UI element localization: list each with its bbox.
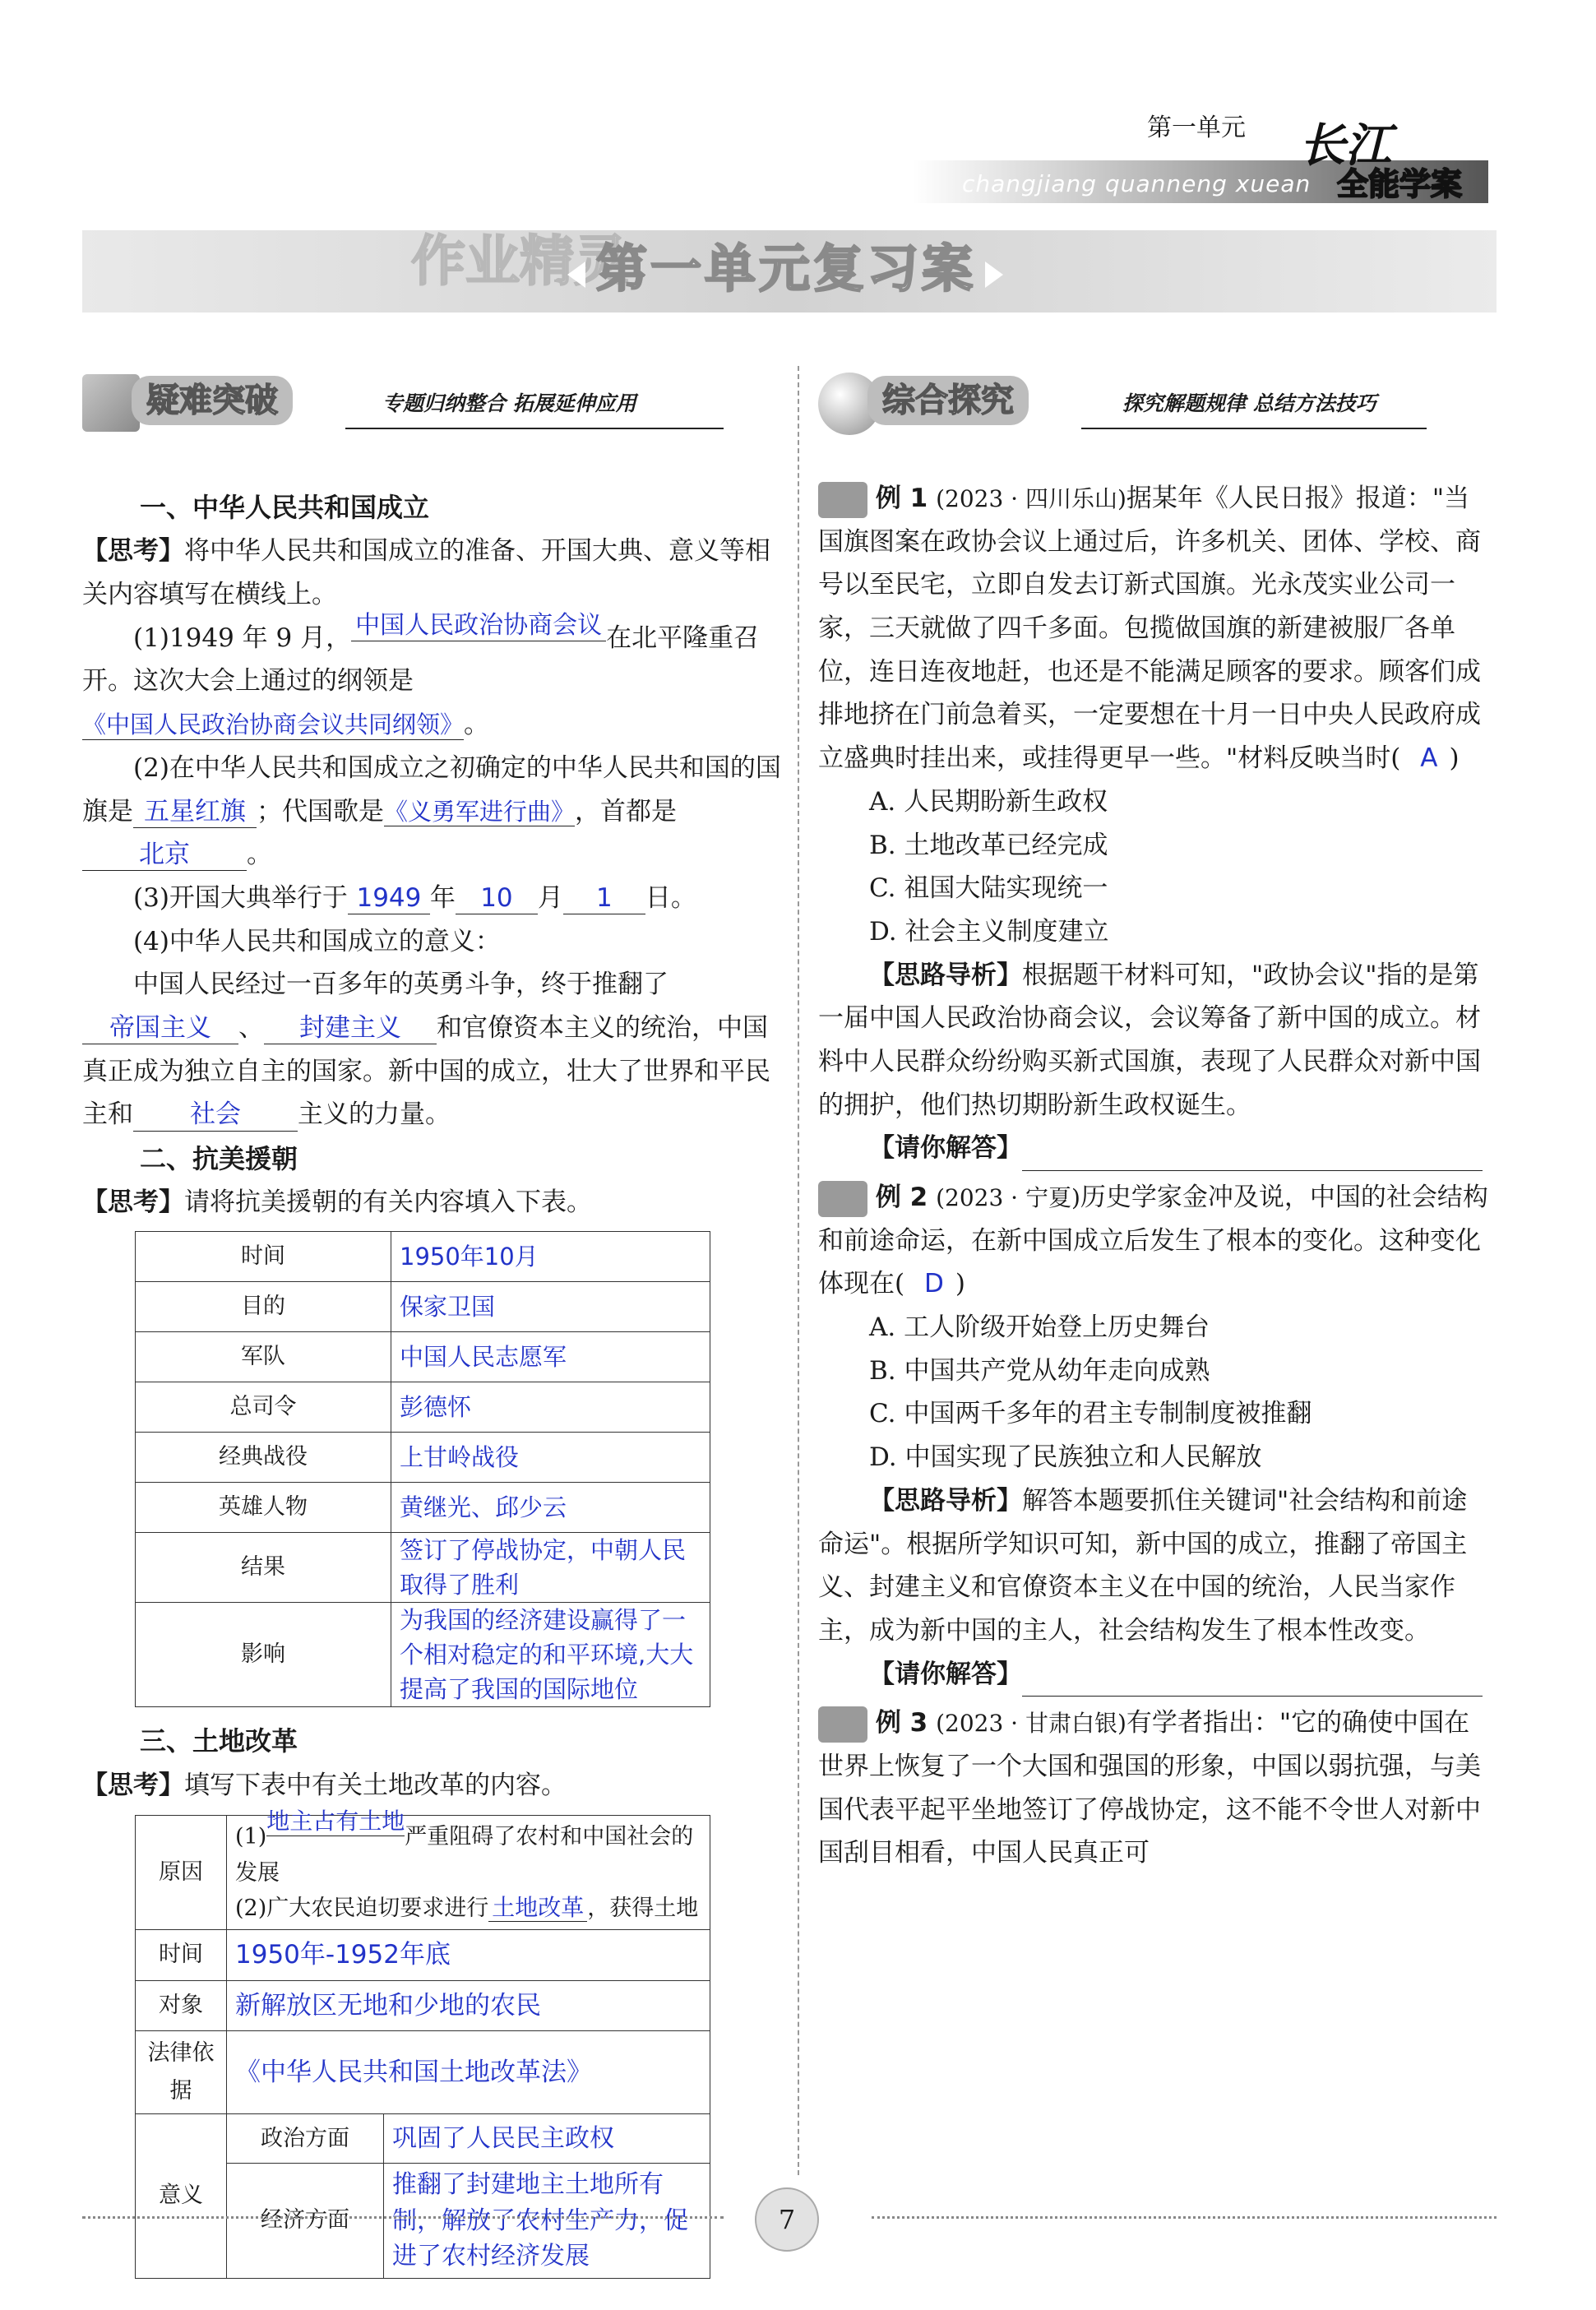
kw-row-value: 1950年10月 [391,1232,710,1282]
ex1-answer-tag: 【请你解答】 [869,1133,1022,1164]
ex2-source: (2023 · 宁夏) [936,1184,1080,1211]
table-row [136,1533,710,1603]
s1-q2-text2: ；代国歌是 [257,796,384,826]
lr-reason1-text2: 严重阻碍了农村和中国社会的发展 [235,1824,694,1886]
s1-q4-answer2: 封建主义 [264,1013,437,1044]
lr-time-label: 时间 [136,1929,227,1980]
lr-reason2-answer: 土地改革 [488,1894,587,1923]
page-number-badge [755,2187,819,2252]
s2-think [82,1181,781,1224]
s1-q3 [82,877,781,920]
s1-think-text: 将中华人民共和国成立的准备、开国大典、意义等相关内容填写在横线上。 [82,536,770,610]
ex2-answer: D [923,1269,944,1299]
kw-row-value: 黄继光、邱少云 [391,1483,710,1533]
table-row [136,1382,710,1433]
s2-title: 二、抗美援朝 [140,1143,298,1175]
option-item: D. 中国实现了民族独立和人民解放 [869,1442,1262,1473]
table-row [136,1332,710,1382]
kw-row-label: 经典战役 [136,1433,391,1483]
banner-arrow-right [985,262,1003,288]
lr-economy-label: 经济方面 [227,2164,384,2279]
ex1-answer-row [818,1127,1492,1171]
s1-q1-answer2: 《中国人民政治协商会议共同纲领》 [82,711,465,739]
section-badge-left [82,366,724,440]
s1-q3-text: (3)开国大典举行于 [133,882,348,913]
lr-reason-cell [227,1808,710,1930]
brand-logo-big: 长江 [1299,118,1391,173]
board-icon [818,1181,867,1217]
ex1-answer-line[interactable] [1022,1127,1483,1171]
option-item: C. 中国两千多年的君主专制制度被推翻 [869,1399,1312,1429]
s1-q1-text3: 这次大会上通过的纲领是 [133,666,414,697]
ex2-answer-tag: 【请你解答】 [869,1659,1022,1689]
s1-q4-answer1: 帝国主义 [82,1013,238,1044]
option-item: D. 社会主义制度建立 [869,916,1109,947]
kw-row-label: 总司令 [136,1382,391,1433]
s1-q1-text2: 在北平隆重召开。 [82,623,760,697]
s1-q1-answer1: 中国人民政治协商会议 [351,611,606,641]
s1-q2-text: (2)在中华人民共和国成立之初确定的中华人民共和国的国旗是 [82,752,781,826]
kw-row-value: 中国人民志愿军 [391,1332,710,1382]
lr-economy-value: 推翻了封建地主土地所有制，解放了农村生产力，促进了农村经济发展 [384,2164,710,2279]
ex2-analysis [818,1479,1492,1653]
ex1-text-end: ) [1449,743,1460,774]
s1-q1-text: (1)1949 年 9 月， [133,623,352,653]
kw-row-label: 影响 [136,1603,391,1707]
table-row [136,1282,710,1332]
lr-target-label: 对象 [136,1980,227,2031]
kw-row-value: 签订了停战协定，中朝人民取得了胜利 [391,1533,710,1603]
s1-q3-year: 1949 [348,883,430,914]
section-badge-right-label: 综合探究 [867,376,1029,425]
korea-war-table [135,1231,710,1707]
lr-time-value: 1950年-1952年底 [227,1929,710,1980]
s1-q4-sep: 、 [238,1012,264,1043]
s1-q1-text4: 。 [464,710,490,740]
s1-q4-text3: 中国真正成为独立自主的国家。新中国的成立，壮大了世界和平民主和 [82,1012,770,1130]
ex1-options [818,780,1492,954]
s1-q3-day: 1 [563,883,645,914]
lr-politics-label: 政治方面 [227,2114,384,2164]
brand-logo [1283,107,1497,214]
ex1-analysis [818,954,1492,1127]
ex1-label: 例 1 [875,484,928,513]
watermark-top: 作业精灵 [411,229,628,293]
s1-q3-month: 10 [456,883,538,914]
lr-politics-value: 巩固了人民民主政权 [384,2114,710,2164]
ex1 [818,477,1492,780]
ex3-text: 有学者指出："它的确使中国在世界上恢复了一个大国和强国的形象，中国以弱抗强，与美国代表平起平坐地签订了停战协定，这不能不令世人对新中国刮目相看，中国人民真正可 [818,1708,1481,1868]
s3-title: 三、土地改革 [140,1725,298,1757]
right-column [818,477,1492,1875]
section-rule-left [345,428,724,429]
s1-q2 [82,747,781,877]
s1-q3-text4: 日。 [645,882,696,913]
board-icon [818,482,867,518]
lr-law-value: 《中华人民共和国土地改革法》 [227,2031,710,2114]
s1-q4-text: 中国人民经过一百多年的英勇斗争，终于推翻了 [133,970,668,1000]
ex2-analysis-tag: 【思路导析】 [869,1485,1022,1516]
s2-think-tag: 【思考】 [82,1187,184,1218]
lr-reason2-text: (2)广大农民迫切要求进行 [235,1895,489,1921]
s1-q2-answer3: 北京 [82,840,247,871]
ex2-analysis-text: 解答本题要抓住关键词"社会结构和前途命运"。根据所学知识可知，新中国的成立，推翻了帝国主义、封建主义和官僚资本主义在中国的统治，人民当家作主，成为新中国的主人，社会结构发生了根本性改变。 [818,1485,1468,1646]
ex1-answer: A [1420,743,1438,774]
section-sub-right: 探究解题规律 总结方法技巧 [1122,391,1376,415]
s2-think-text: 请将抗美援朝的有关内容填入下表。 [184,1187,592,1218]
kw-row-label: 结果 [136,1533,391,1603]
s3-think-tag: 【思考】 [82,1770,184,1800]
kw-row-label: 英雄人物 [136,1483,391,1533]
header-pinyin: changjiang quanneng xuean [962,170,1311,197]
column-divider [798,366,799,2175]
ex2-label: 例 2 [875,1183,928,1212]
kw-row-label: 时间 [136,1232,391,1282]
s1-q3-text2: 年 [429,882,456,913]
s1-title: 一、中华人民共和国成立 [140,492,430,523]
board-icon [818,1706,867,1743]
s1-q4-body [82,963,781,1136]
s1-q2-answer1: 五星红旗 [133,797,257,828]
s1-q4-text2: 和官僚资本主义的统治， [437,1012,717,1043]
ex2-text-end: ) [955,1269,965,1299]
lr-reason-label: 原因 [136,1816,227,1930]
section-rule-right [1081,428,1427,429]
s1-q1 [82,610,781,747]
ex1-text: 据某年《人民日报》报道："当国旗图案在政协会议上通过后，许多机关、团体、学校、商号以至民宅，立即自发去订新式国旗。光永茂实业公司一家，三天就做了四千多面。包揽做国旗的新建被服厂各单位，连日连夜地赶，也还是不能满足顾客的要求。顾客们成排地挤在门前急着买，一定要想在十月一日中央人民政府成立盛典时挂出来，或挂得更早一些。"材料反映当时( [818,484,1481,774]
s1-think-tag: 【思考】 [82,536,184,567]
lr-law-label: 法律依据 [136,2031,227,2114]
footer-rule-left [82,2216,724,2219]
ex3-label: 例 3 [875,1708,928,1738]
header-unit-label: 第一单元 [1147,113,1246,142]
kw-row-label: 目的 [136,1282,391,1332]
table-row [136,1603,710,1707]
option-item: B. 中国共产党从幼年走向成熟 [869,1355,1210,1386]
s1-q3-text3: 月 [537,882,563,913]
brand-logo-sub: 全能学案 [1337,166,1463,202]
s1-q2-text4: 。 [247,840,272,870]
lr-reason1-text: (1) [235,1824,267,1850]
kw-row-label: 军队 [136,1332,391,1382]
ex2-text: 历史学家金冲及说，中国的社会结构和前途命运，在新中国成立后发生了根本的变化。这种变化体现在( [818,1183,1488,1299]
footer-rule-right [872,2216,1497,2219]
option-item: A. 工人阶级开始登上历史舞台 [869,1312,1210,1343]
option-item: B. 土地改革已经完成 [869,830,1108,860]
ex1-analysis-text: 根据题干材料可知，"政协会议"指的是第一届中国人民政治协商会议，会议筹备了新中国的成立。材料中人民群众纷纷购买新式国旗，表现了人民群众对新中国的拥护，他们热切期盼新生政权诞生。 [818,960,1481,1120]
section-badge-left-label: 疑难突破 [132,376,293,425]
option-item: A. 人民期盼新生政权 [869,786,1108,817]
lr-target-value: 新解放区无地和少地的农民 [227,1980,710,2031]
ex3-source: (2023 · 甘肃白银) [936,1710,1126,1738]
lr-reason1-answer: 地主占有土地 [266,1808,405,1836]
lr-meaning-label: 意义 [136,2114,227,2279]
ex2-answer-line[interactable] [1022,1653,1483,1697]
table-row [136,1433,710,1483]
page-number: 7 [778,2204,796,2235]
s1-q2-answer2: 《义勇军进行曲》 [384,797,576,826]
section-badge-right [818,366,1501,440]
kw-row-value: 彭德怀 [391,1382,710,1433]
s1-q4: (4)中华人民共和国成立的意义： [133,926,501,956]
ex2-options [818,1306,1492,1479]
s1-q4-answer3: 社会 [133,1099,298,1131]
banner-arrow-left [567,262,585,288]
section-sub-left: 专题归纳整合 拓展延伸应用 [382,391,636,415]
table-row [136,1232,710,1282]
ex3 [818,1701,1492,1875]
land-reform-table [135,1808,710,2278]
s1-q2-text3: ，首都是 [575,796,678,826]
ex2-answer-row [818,1653,1492,1697]
s1-think [82,530,781,616]
ex1-source: (2023 · 四川乐山) [936,485,1126,512]
s3-think [82,1764,781,1808]
ex1-analysis-tag: 【思路导析】 [869,960,1022,990]
kw-row-value: 保家卫国 [391,1282,710,1332]
kw-row-value: 上甘岭战役 [391,1433,710,1483]
option-item: C. 祖国大陆实现统一 [869,873,1108,904]
left-column [82,485,781,2279]
table-row [136,1483,710,1533]
ex2 [818,1176,1492,1306]
s1-q4-text4: 主义的力量。 [298,1099,451,1130]
s3-think-text: 填写下表中有关土地改革的内容。 [184,1770,567,1800]
lr-reason2-text2: ，获得土地 [587,1895,699,1921]
banner-title: 第一单元复习案 [596,238,977,299]
kw-row-value: 为我国的经济建设赢得了一个相对稳定的和平环境,大大提高了我国的国际地位 [391,1603,710,1707]
